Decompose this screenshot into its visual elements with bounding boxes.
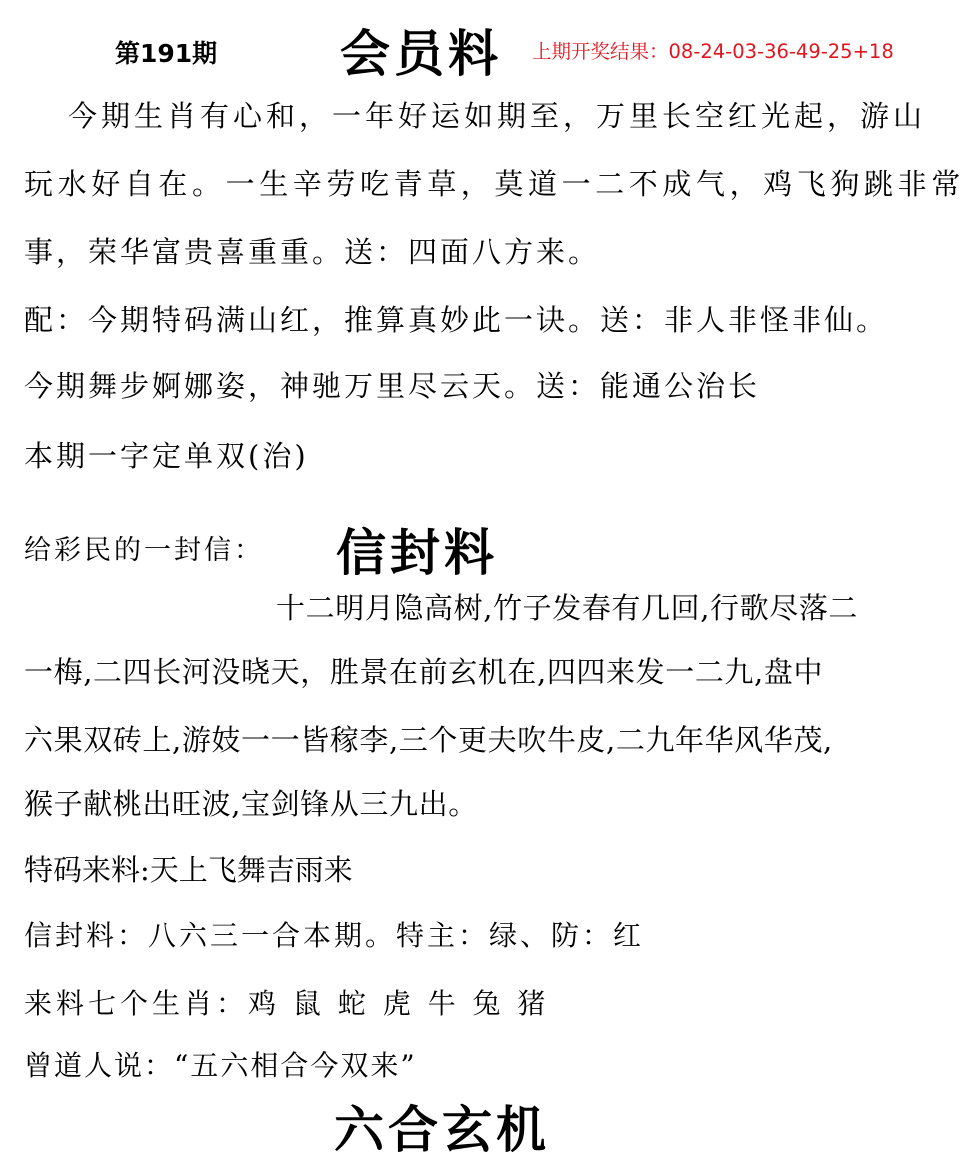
special-code-line: 特码来料:天上飞舞吉雨来 bbox=[24, 853, 353, 887]
letter-heading: 给彩民的一封信： bbox=[24, 535, 264, 566]
letter-paragraph-line-1: 十二明月隐高树,竹子发春有几回,行歌尽落二 bbox=[276, 591, 859, 625]
letter-paragraph-line-3: 六果双砖上,游妓一一皆稼李,三个更夫吹牛皮,二九年华风华茂, bbox=[24, 723, 833, 757]
envelope-line: 信封料：八六三一合本期。特主：绿、防：红 bbox=[24, 919, 645, 952]
member-line-4: 配：今期特码满山红，推算真妙此一诀。送：非人非怪非仙。 bbox=[24, 303, 889, 337]
issue-number: 第191期 bbox=[115, 39, 218, 68]
member-line-1: 今期生肖有心和，一年好运如期至，万里长空红光起，游山 bbox=[68, 99, 927, 133]
member-line-5: 今期舞步婀娜姿，神驰万里尽云天。送：能通公治长 bbox=[24, 369, 761, 403]
letter-title: 信封料 bbox=[336, 523, 498, 582]
seven-zodiac-line: 来料七个生肖：鸡 鼠 蛇 虎 牛 兔 猪 bbox=[24, 987, 550, 1020]
last-result-numbers: 08-24-03-36-49-25+18 bbox=[668, 40, 894, 63]
member-line-3: 事，荣华富贵喜重重。送：四面八方来。 bbox=[24, 235, 601, 269]
footer-title: 六合玄机 bbox=[334, 1100, 550, 1159]
member-line-6: 本期一字定单双(治) bbox=[24, 439, 309, 473]
taoist-saying-line: 曾道人说：“五六相合今双来” bbox=[24, 1049, 417, 1082]
last-result bbox=[532, 36, 894, 64]
letter-paragraph-line-2: 一梅,二四长河没晓天，胜景在前玄机在,四四来发一二九,盘中 bbox=[24, 655, 824, 689]
member-title: 会员料 bbox=[340, 24, 502, 83]
member-line-2: 玩水好自在。一生辛劳吃青草，莫道一二不成气，鸡飞狗跳非常 bbox=[24, 167, 965, 201]
last-result-label: 上期开奖结果： bbox=[532, 40, 669, 63]
letter-paragraph-line-4: 猴子献桃出旺波,宝剑锋从三九出。 bbox=[24, 787, 478, 821]
